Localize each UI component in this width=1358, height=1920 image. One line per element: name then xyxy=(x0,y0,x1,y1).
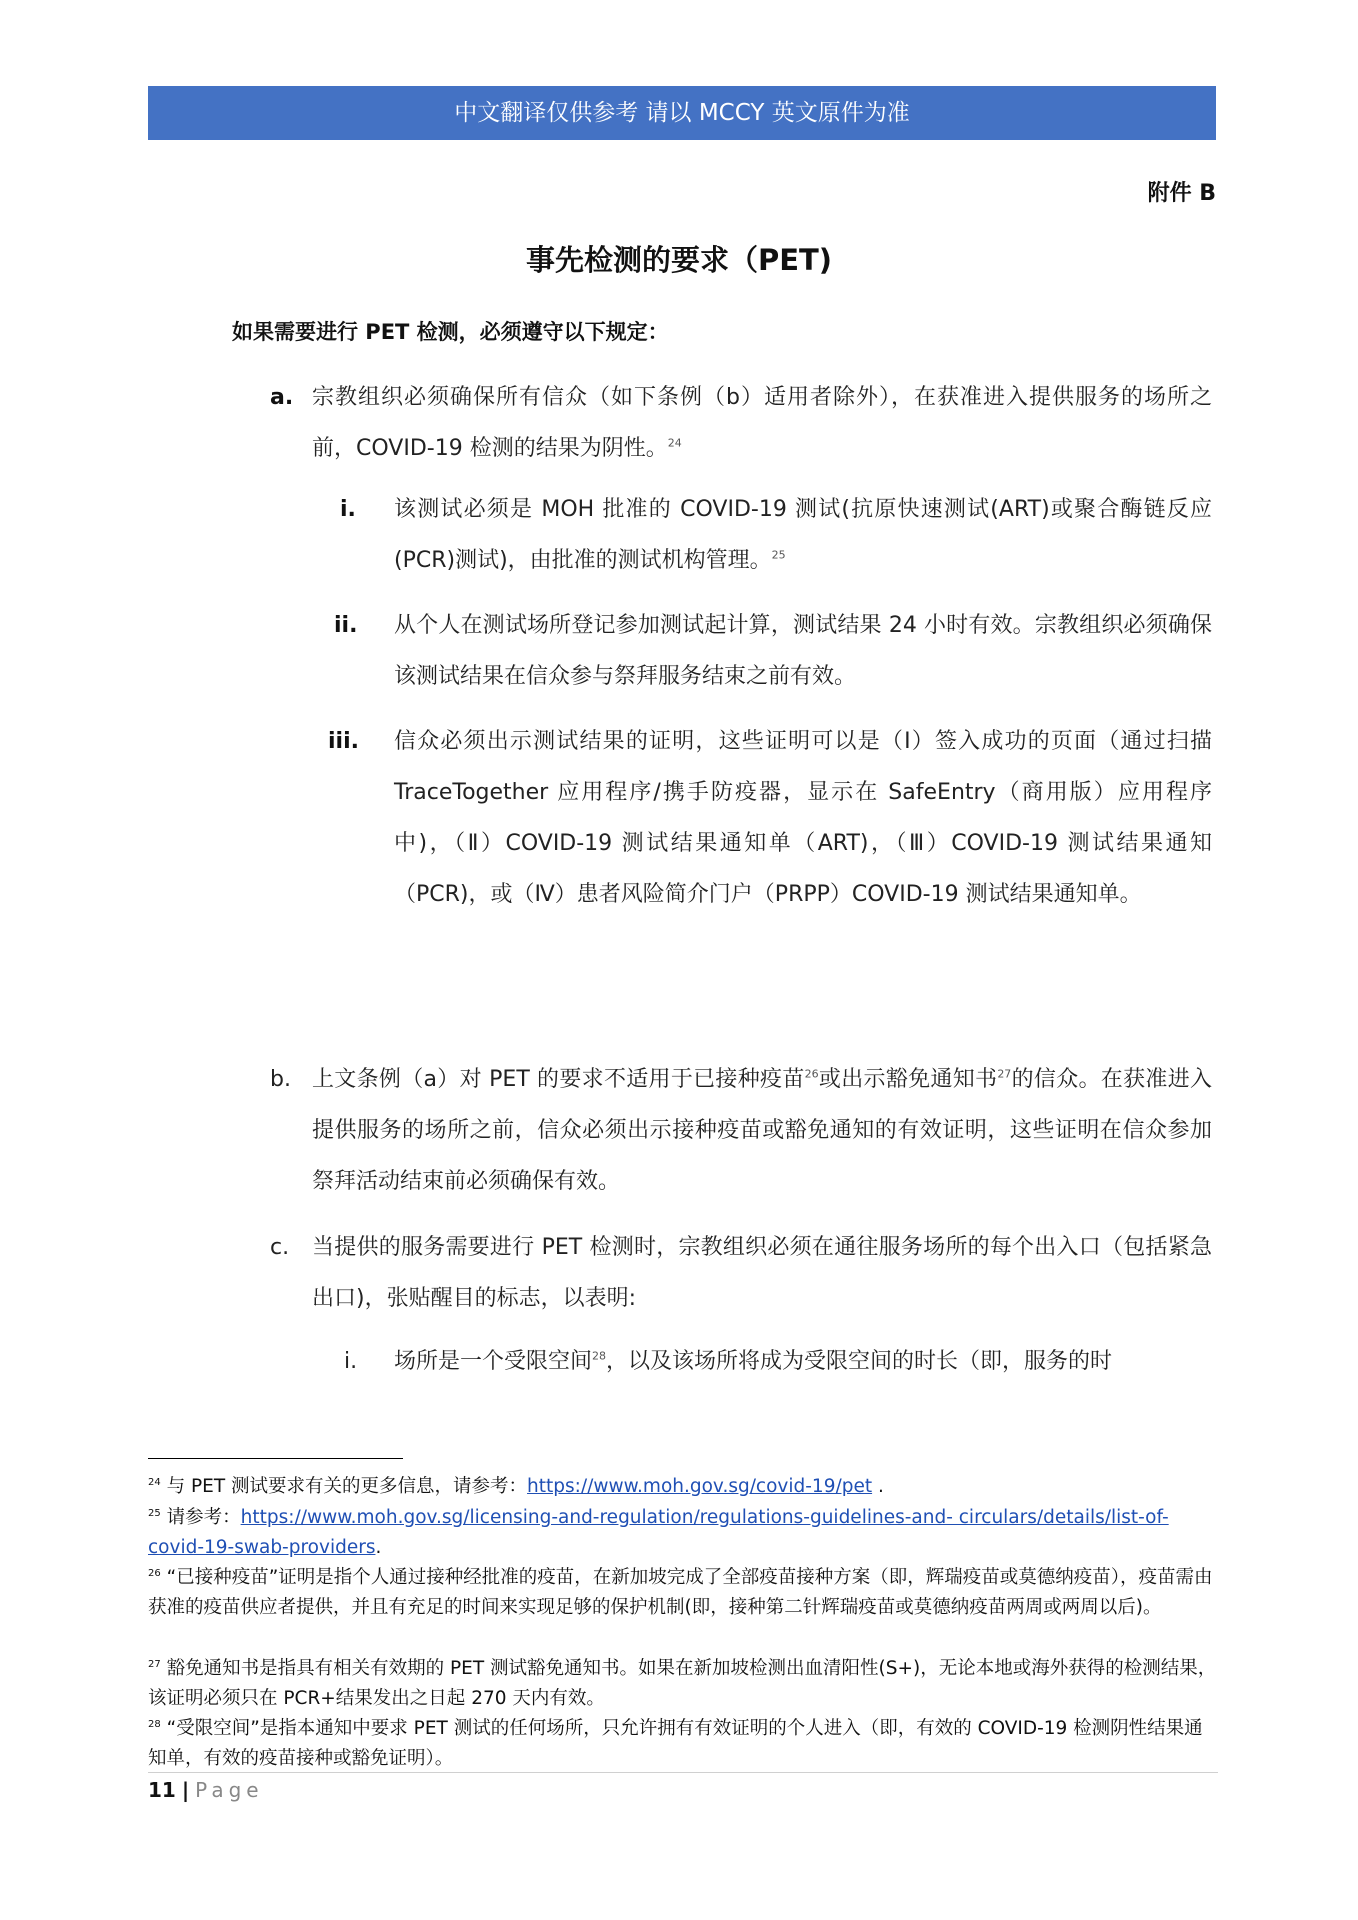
footnote-26 xyxy=(148,1563,1218,1623)
clause-c-i-text-2: ，以及该场所将成为受限空间的时长（即，服务的时 xyxy=(606,1349,1113,1374)
footnote-28 xyxy=(148,1714,1218,1774)
clause-b-text-3: 的信众。在获准进入提供服务的场所之前，信众必须出示接种疫苗或豁免通知的有效证明，这些证明在信众参加祭拜活动结束前必须确保有效。 xyxy=(312,1067,1212,1194)
footnote-26-number: 26 xyxy=(148,1567,161,1579)
page-separator: | xyxy=(181,1778,190,1802)
intro-statement: 如果需要进行 PET 检测，必须遵守以下规定： xyxy=(232,320,669,344)
footnote-24-number: 24 xyxy=(148,1476,161,1488)
footnote-ref-26: 26 xyxy=(804,1067,819,1081)
translation-notice-banner: 中文翻译仅供参考 请以 MCCY 英文原件为准 xyxy=(148,86,1216,140)
clause-a xyxy=(270,372,1212,474)
clause-b-label: b. xyxy=(270,1067,291,1092)
footnote-25 xyxy=(148,1503,1218,1563)
footnote-ref-25: 25 xyxy=(771,548,786,562)
clause-a-iii xyxy=(328,716,1212,920)
clause-c-i xyxy=(338,1336,1212,1387)
page-word: Page xyxy=(195,1778,264,1802)
clause-c xyxy=(270,1222,1212,1324)
page-number: 11 xyxy=(148,1778,176,1802)
footnote-25-link[interactable]: https://www.moh.gov.sg/licensing-and-regulation/regulations-guidelines-and- circulars/details/list-of-covid-19-swab-providers xyxy=(148,1507,1169,1558)
footnote-separator xyxy=(148,1458,403,1459)
clause-a-i xyxy=(338,484,1212,586)
footnote-28-number: 28 xyxy=(148,1718,161,1730)
clause-a-label: a. xyxy=(270,385,294,410)
clause-c-label: c. xyxy=(270,1235,290,1260)
clause-b-text-1: 上文条例（a）对 PET 的要求不适用于已接种疫苗 xyxy=(312,1067,805,1092)
footnote-ref-27: 27 xyxy=(997,1067,1012,1081)
footnote-25-number: 25 xyxy=(148,1507,161,1519)
clause-b xyxy=(270,1054,1212,1207)
footnote-24-link[interactable]: https://www.moh.gov.sg/covid-19/pet xyxy=(527,1476,873,1497)
clause-a-ii-label: ii. xyxy=(334,613,358,638)
clause-a-i-label: i. xyxy=(340,497,356,522)
clause-a-ii-text: 从个人在测试场所登记参加测试起计算，测试结果 24 小时有效。宗教组织必须确保该测试结果在信众参与祭拜服务结束之前有效。 xyxy=(394,613,1212,689)
clause-b-text-2: 或出示豁免通知书 xyxy=(818,1067,998,1092)
annex-label: 附件 B xyxy=(1147,181,1216,206)
page-title: 事先检测的要求（PET) xyxy=(525,243,833,277)
clause-a-i-text: 该测试必须是 MOH 批准的 COVID-19 测试(抗原快速测试(ART)或聚合酶链反应(PCR)测试)，由批准的测试机构管理。 xyxy=(394,497,1212,573)
footnote-27-number: 27 xyxy=(148,1658,161,1670)
footnote-ref-28: 28 xyxy=(592,1349,607,1363)
footnote-27-text: 豁免通知书是指具有相关有效期的 PET 测试豁免通知书。如果在新加坡检测出血清阳性(S+)，无论本地或海外获得的检测结果，该证明必须只在 PCR+结果发出之日起 270 天内有效。 xyxy=(148,1658,1217,1709)
clause-a-iii-text: 信众必须出示测试结果的证明，这些证明可以是（Ⅰ）签入成功的页面（通过扫描 TraceTogether 应用程序/携手防疫器，显示在 SafeEntry（商用版）应用程序中)，（Ⅱ）COVID-19 测试结果通知单（ART)，（Ⅲ）COVID-19 测试结果通知（PCR)，或（Ⅳ）患者风险简介门户（PRPP）COVID-19 测试结果通知单。 xyxy=(394,729,1212,907)
clause-a-text: 宗教组织必须确保所有信众（如下条例（b）适用者除外），在获准进入提供服务的场所之前，COVID-19 检测的结果为阴性。 xyxy=(312,385,1212,461)
clause-c-i-label: i. xyxy=(344,1349,358,1374)
page-footer xyxy=(148,1778,264,1802)
footnote-27 xyxy=(148,1654,1218,1714)
clause-c-i-text-1: 场所是一个受限空间 xyxy=(394,1349,593,1374)
footnote-24-text: 与 PET 测试要求有关的更多信息，请参考： xyxy=(160,1476,528,1497)
footnote-26-text: “已接种疫苗”证明是指个人通过接种经批准的疫苗，在新加坡完成了全部疫苗接种方案（即，辉瑞疫苗或莫德纳疫苗），疫苗需由获准的疫苗供应者提供，并且有充足的时间来实现足够的保护机制(即，接种第二针辉瑞疫苗或莫德纳疫苗两周或两周以后)。 xyxy=(148,1567,1213,1618)
footnote-ref-24: 24 xyxy=(667,436,682,450)
footer-divider xyxy=(148,1772,1218,1773)
footnote-24 xyxy=(148,1472,1218,1502)
footnote-28-text: “受限空间”是指本通知中要求 PET 测试的任何场所，只允许拥有有效证明的个人进入（即，有效的 COVID-19 检测阴性结果通知单，有效的疫苗接种或豁免证明）。 xyxy=(148,1718,1203,1769)
clause-c-text: 当提供的服务需要进行 PET 检测时，宗教组织必须在通往服务场所的每个出入口（包括紧急出口)，张贴醒目的标志，以表明: xyxy=(312,1235,1212,1311)
clause-a-iii-label: iii. xyxy=(328,729,359,754)
footnote-24-tail: . xyxy=(872,1476,884,1497)
clause-a-ii xyxy=(334,600,1212,702)
footnote-25-text: 请参考： xyxy=(160,1507,241,1528)
footnote-25-tail: . xyxy=(375,1537,382,1558)
